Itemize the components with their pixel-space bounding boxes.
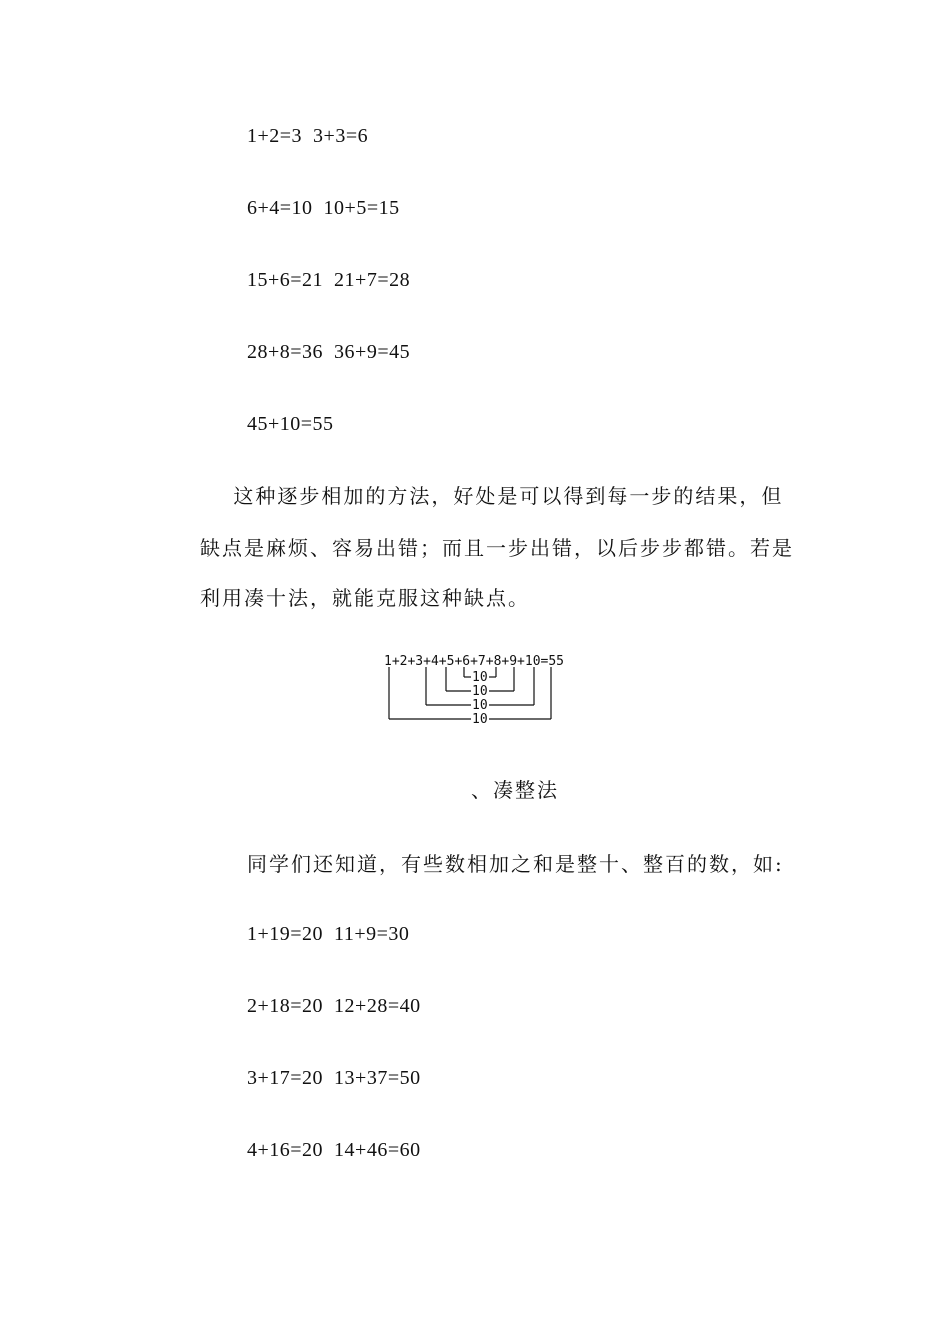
pair-sum-label: 10 (472, 670, 488, 685)
paragraph-line: 缺点是麻烦、容易出错；而且一步出错，以后步步都错。若是 (200, 536, 794, 560)
equation-line: 4+16=20 14+46=60 (247, 1139, 421, 1161)
pair-sum-label: 10 (472, 712, 488, 727)
equation-line: 2+18=20 12+28=40 (247, 995, 421, 1017)
paragraph-line: 利用凑十法，就能克服这种缺点。 (200, 586, 530, 610)
equation-line: 1+19=20 11+9=30 (247, 923, 410, 945)
equation-line: 1+2=3 3+3=6 (247, 125, 369, 147)
equation-line: 3+17=20 13+37=50 (247, 1067, 421, 1089)
section-heading: 、凑整法 (471, 778, 559, 802)
equation-line: 28+8=36 36+9=45 (247, 341, 411, 363)
equation-line: 6+4=10 10+5=15 (247, 197, 400, 219)
equation-line: 15+6=21 21+7=28 (247, 269, 411, 291)
paragraph-line: 这种逐步相加的方法，好处是可以得到每一步的结果，但 (200, 484, 784, 508)
pair-sum-label: 10 (472, 698, 488, 713)
pair-sum-label: 10 (472, 684, 488, 699)
equation-line: 45+10=55 (247, 413, 334, 435)
diagram-expression: 1+2+3+4+5+6+7+8+9+10=55 (384, 654, 565, 669)
pairing-diagram (380, 648, 610, 730)
paragraph-line: 同学们还知道，有些数相加之和是整十、整百的数，如: (247, 852, 784, 876)
